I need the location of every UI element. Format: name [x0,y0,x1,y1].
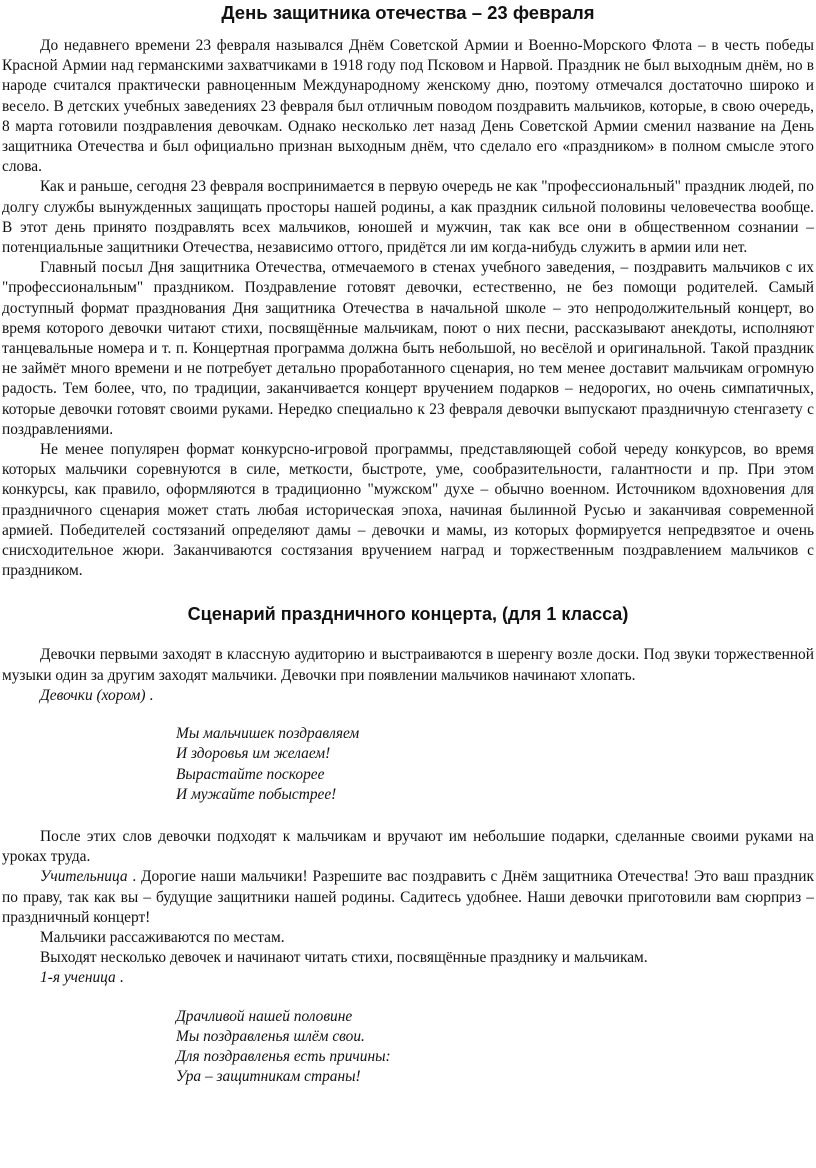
poem-line: И мужайте побыстрее! [176,785,337,803]
girls-read-line: Выходят несколько девочек и начинают читать стихи, посвящённые празднику и мальчикам. [40,949,648,967]
intro-paragraph-1: До недавнего времени 23 февраля назывался Днём Советской Армии и Военно-Морского Флота – в честь победы Красной Армии над германскими захватчиками в 1918 году под Псковом и Нарвой. Праздник не был выходным днём, но в народе считался практически равноценным Международному женскому дню, поэтому отмечался достаточно широко и весело. В детских учебных заведениях 23 февраля был отличным поводом поздравить мальчиков, которые, в свою очередь, 8 марта готовили поздравления девочкам. Однако несколько лет назад День Советской Армии сменил название на День защитника Отечества и был официально признан выходным днём, что сделало его «праздником» в полном смысле этого слова. [2,37,814,176]
poem-student [2,1007,814,1088]
poem-line: Мы поздравленья шлём свои. [176,1027,365,1045]
teacher-line: . Дорогие наши мальчики! Разрешите вас поздравить с Днём защитника Отечества! Это ваш праздник по праву, так как вы – будущие защитники нашей родины. Садитесь удобнее. Наши девочки приготовили вам сюрприз – праздничный концерт! [2,868,814,926]
student-role: 1-я ученица [40,969,116,987]
student-cue [2,968,814,988]
student-role-suffix: . [115,969,124,987]
teacher-role: Учительница [40,868,128,886]
scenario-opening: Девочки первыми заходят в классную аудиторию и выстраиваются в шеренгу возле доски. Под звуки торжественной музыки один за другим заходят мальчики. Девочки при появлении мальчиков начинают хлопать. [2,646,814,684]
spacer [2,706,814,724]
section-subtitle: Сценарий праздничного концерта, (для 1 класса) [187,604,629,625]
poem-chorus [2,724,814,805]
poem-line: Мы мальчишек поздравляем [176,725,360,743]
teacher-cue [2,867,814,928]
intro-paragraph-3: Главный посыл Дня защитника Отечества, отмечаемого в стенах учебного заведения, – поздравить мальчиков с их "профессиональным" праздником. Поздравление готовят девочки, естественно, не без помощи родителей. Самый доступный формат празднования Дня защитника Отечества в начальной школе – это непродолжительный концерт, во время которого девочки читают стихи, посвящённые мальчикам, поют о них песни, рассказывают анекдоты, исполняют танцевальные номера и т. п. Концертная программа должна быть небольшой, но весёлой и оригинальной. Такой праздник не займёт много времени и не потребует детально проработанного сценария, но тем менее доставит мальчикам огромную радость. Тем более, что, по традиции, заканчивается концерт вручением подарков – недорогих, но очень симпатичных, которые девочки готовят своими руками. Нередко специально к 23 февраля девочки выпускают праздничную стенгазету с поздравлениями. [2,259,814,438]
boys-seat-line: Мальчики рассаживаются по местам. [40,928,285,946]
intro-paragraph-2: Как и раньше, сегодня 23 февраля воспринимается в первую очередь не как "профессиональный" праздник людей, по долгу службы вынужденных защищать просторы нашей родины, а как праздник сильной половины человечества вообще. В этот день принято поздравлять всех мальчиков, юношей и мужчин, так как все они в общественном сознании – потенциальные защитники Отечества, независимо оттого, придётся ли им когда-нибудь служить в армии или нет. [2,178,814,257]
intro-paragraph-4: Не менее популярен формат конкурсно-игровой программы, представляющей собой череду конкурсов, во время которых мальчики соревнуются в силе, меткости, быстроте, уме, сообразительности, галантности и пр. При этом конкурсы, как правило, оформляются в традиционно "мужском" духе – обычно военном. Источником вдохновения для праздничного сценария может стать любая историческая эпоха, начиная былинной Русью и заканчивая современной армией. Победителей состязаний определяют дамы – девочки и мамы, из которых формируется непредвзятое и очень снисходительное жюри. Заканчиваются состязания вручением наград и торжественным поздравлением мальчиков с праздником. [2,441,814,580]
poem-line: Для поздравленья есть причины: [176,1047,391,1065]
chorus-role: Девочки (хором) [40,686,146,704]
page-title: День защитника отечества – 23 февраля [221,2,595,23]
after-poem-paragraph: После этих слов девочки подходят к мальчикам и вручают им небольшие подарки, сделанные своими руками на уроках труда. [2,827,814,866]
poem-line: Вырастайте поскорее [176,765,325,783]
chorus-role-suffix: . [145,686,154,704]
poem-line: Ура – защитникам страны! [176,1068,361,1086]
poem-line: И здоровья им желаем! [176,745,331,763]
spacer [2,989,814,1007]
spacer [2,805,814,827]
chorus-cue [2,686,814,706]
poem-line: Драчливой нашей половине [176,1007,353,1025]
